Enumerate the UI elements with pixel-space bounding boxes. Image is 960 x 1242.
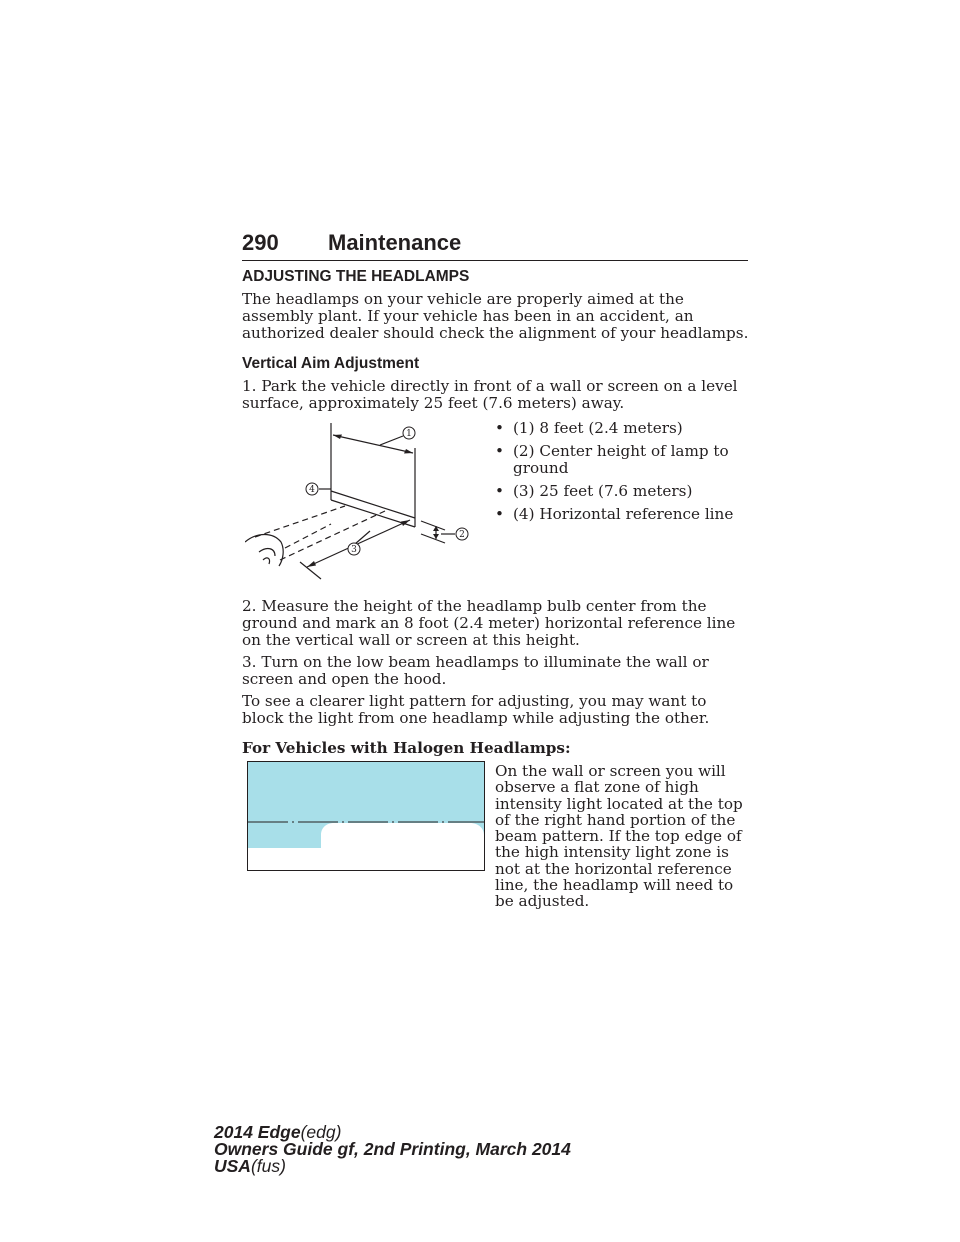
callout-4: 4 <box>309 485 315 495</box>
step-1-paragraph: 1. Park the vehicle directly in front of a wall or screen on a level surface, approximately 25 feet (7.6 meters) away. <box>242 377 738 412</box>
tip-paragraph: To see a clearer light pattern for adjusting, you may want to block the light from one headlamp while adjusting the other. <box>242 692 710 727</box>
heading-vertical-aim: Vertical Aim Adjustment <box>242 355 420 372</box>
heading-halogen: For Vehicles with Halogen Headlamps: <box>242 739 571 757</box>
legend-item-3: • (3) 25 feet (7.6 meters) <box>495 483 755 500</box>
footer-model-code: (edg) <box>300 1122 342 1142</box>
page-footer <box>214 1124 571 1175</box>
halogen-description: On the wall or screen you will observe a flat zone of high intensity light located at the top of the right hand portion of the beam pattern. If the top edge of the high intensity light zone is not at the horizontal reference line, the headlamp will need to be adjusted. <box>495 762 743 911</box>
legend-item-4: • (4) Horizontal reference line <box>495 506 755 523</box>
section-title: Maintenance <box>328 230 462 255</box>
high-intensity-zone <box>248 762 484 848</box>
page-number: 290 <box>242 230 279 255</box>
footer-model: 2014 Edge <box>214 1122 301 1142</box>
vehicle-hood-outline <box>245 535 283 567</box>
twenty-five-foot-arrow <box>307 520 410 567</box>
footer-guide: Owners Guide gf, 2nd Printing, March 2014 <box>214 1139 571 1159</box>
light-beam-lower <box>280 511 385 560</box>
legend-item-2: • (2) Center height of lamp to ground <box>495 443 755 477</box>
intro-paragraph: The headlamps on your vehicle are properly aimed at the assembly plant. If your vehicle has been in an accident, an authorized dealer should check the alignment of your headlamps. <box>242 290 749 342</box>
legend-item-1: • (1) 8 feet (2.4 meters) <box>495 420 755 437</box>
light-beam-upper <box>255 506 345 537</box>
callout-2: 2 <box>459 530 465 540</box>
callout-3: 3 <box>351 545 357 555</box>
beam-pattern-graphic <box>248 762 484 870</box>
heading-adjusting-headlamps: ADJUSTING THE HEADLAMPS <box>242 268 470 285</box>
step-2-paragraph: 2. Measure the height of the headlamp bulb center from the ground and mark an 8 foot (2.4 meter) horizontal reference line on the vertical wall or screen at this height. <box>242 597 736 649</box>
page-header <box>242 228 748 261</box>
headlamp-aim-diagram <box>245 420 485 585</box>
step-3-paragraph: 3. Turn on the low beam headlamps to illuminate the wall or screen and open the hood. <box>242 653 709 688</box>
beam-pattern-illustration <box>247 761 485 871</box>
footer-region-code: (fus) <box>250 1156 286 1176</box>
eight-foot-arrow <box>333 435 413 453</box>
callout-1: 1 <box>406 429 412 439</box>
footer-region: USA <box>214 1156 251 1176</box>
diagram-legend-list <box>495 420 755 529</box>
